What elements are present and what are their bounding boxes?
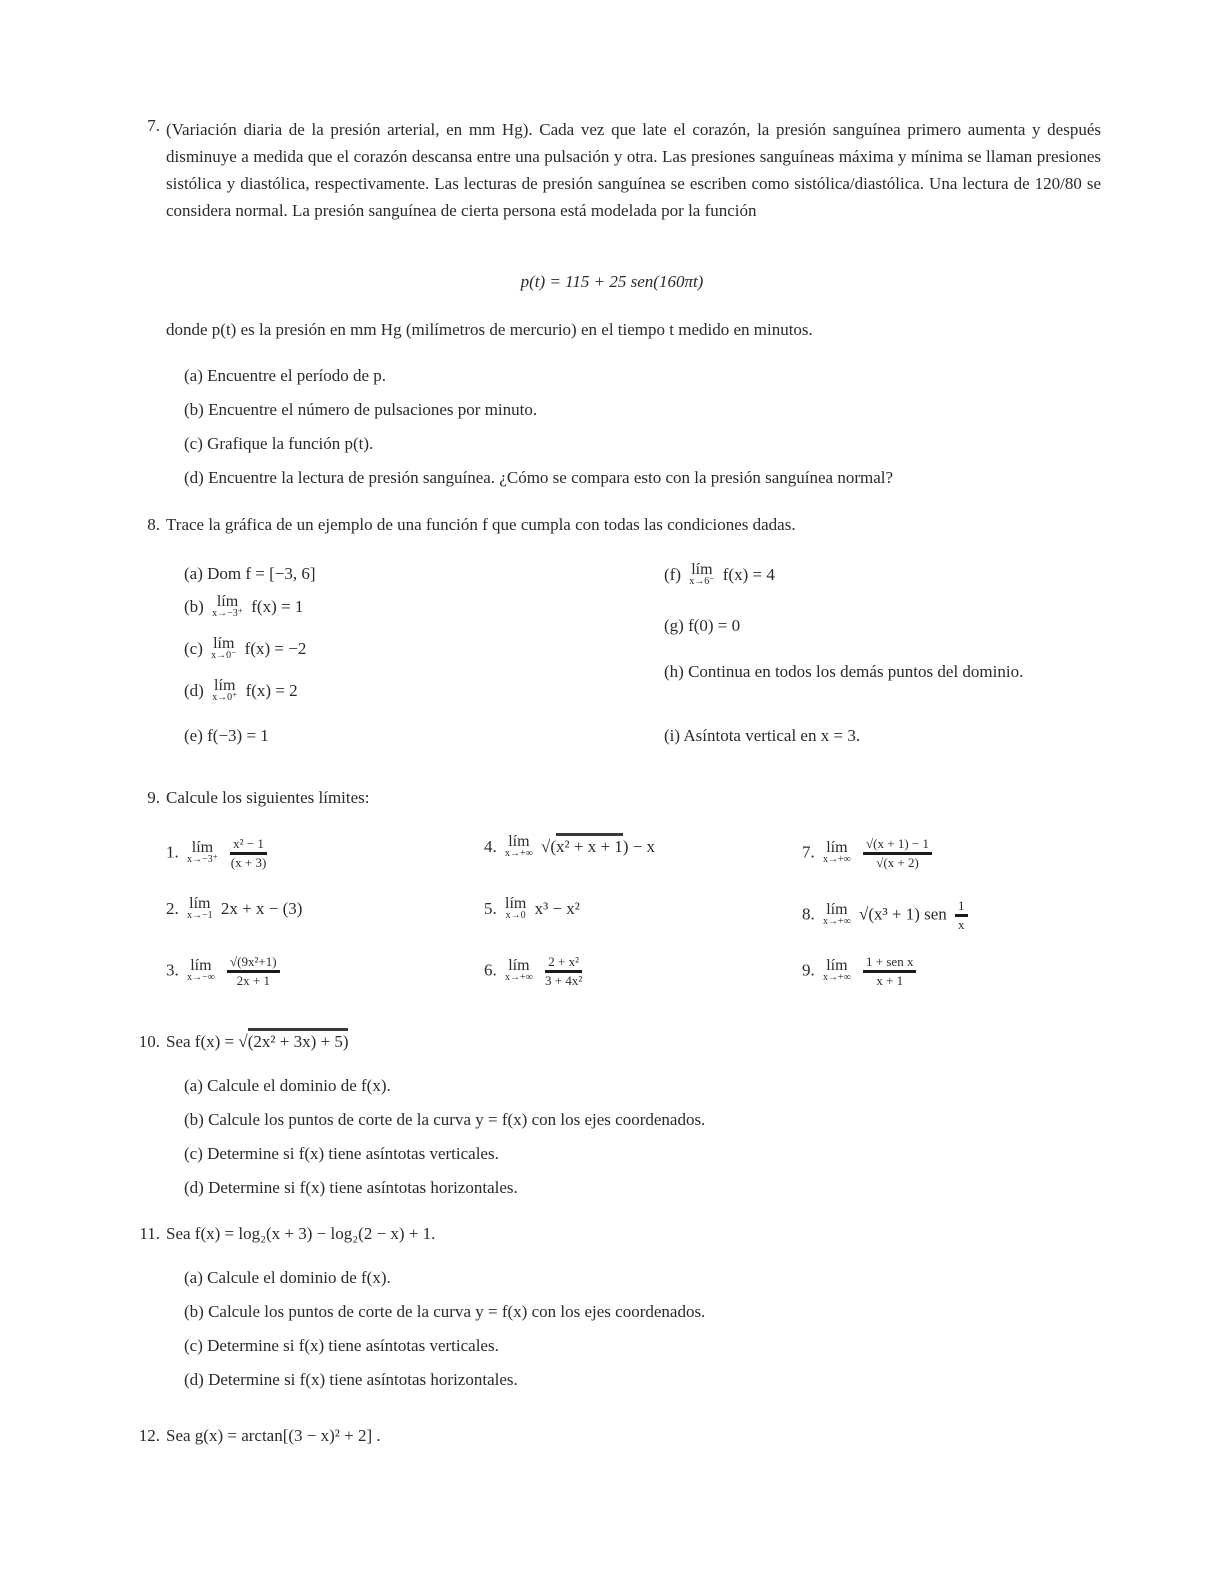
problem-7-item-b: (b) Encuentre el número de pulsaciones por minuto. <box>184 400 538 419</box>
problem-8-item-g: (g) f(0) = 0 <box>664 616 741 635</box>
problem-7-item-a: (a) Encuentre el período de p. <box>184 366 387 385</box>
problem-10-item-d: (d) Determine si f(x) tiene asíntotas horizontales. <box>184 1178 518 1197</box>
problem-11-number: 11. <box>139 1224 160 1243</box>
limit-5: 5. lím x→0 x³ − x² <box>484 895 580 921</box>
problem-8-item-h: (h) Continua en todos los demás puntos del dominio. <box>664 662 1024 681</box>
problem-7-paragraph: (Variación diaria de la presión arterial, en mm Hg). Cada vez que late el corazón, la presión sanguínea primero aumenta y después disminuye a medida que el corazón descansa entre una pulsación y otra. Las presiones sanguíneas máxima y mínima se llaman presiones sistólica y diastólica, respectivamente. Las lecturas de presión sanguínea se escriben como sistólica/diastólica. Una lectura de 120/80 se considera normal. La presión sanguínea de cierta persona está modelada por la función <box>166 120 1101 220</box>
problem-8-item-b: (b) lím x→−3⁺ f(x) = 1 <box>184 593 304 619</box>
limit-operator: lím x→+∞ <box>505 956 533 983</box>
problem-10-text: Sea f(x) = √(2x² + 3x) + 5) <box>166 1032 348 1052</box>
radical: (2x² + 3x) + 5) <box>248 1028 349 1051</box>
fraction: $\frac{\text{x² − 1}}{(x + 3)}$ <box>230 836 267 870</box>
problem-11-item-c: (c) Determine si f(x) tiene asíntotas verticales. <box>184 1336 499 1355</box>
problem-8-text: Trace la gráfica de un ejemplo de una función f que cumpla con todas las condiciones dadas. <box>166 515 796 534</box>
problem-8-item-e: (e) f(−3) = 1 <box>184 726 269 745</box>
problem-10-item-b: (b) Calcule los puntos de corte de la curva y = f(x) con los ejes coordenados. <box>184 1110 706 1129</box>
limit-operator: lím x→−3⁺ <box>187 838 218 865</box>
limit-operator: lím x→−1 <box>187 895 213 921</box>
problem-7-item-d: (d) Encuentre la lectura de presión sanguínea. ¿Cómo se compara esto con la presión sanguínea normal? <box>184 468 894 487</box>
limit-4: 4. lím x→+∞ √(x² + x + 1) − x <box>484 833 656 859</box>
limit-operator: lím x→+∞ <box>505 833 533 859</box>
problem-10-item-a: (a) Calcule el dominio de f(x). <box>184 1076 391 1095</box>
problem-9-text: Calcule los siguientes límites: <box>166 788 370 807</box>
limit-1: 1. lím x→−3⁺ $\frac{\text{x² − 1}}{(x + 3)}$ <box>166 836 267 870</box>
problem-8-item-d: (d) lím x→0⁺ f(x) = 2 <box>184 677 298 703</box>
problem-11-text: Sea f(x) = log₂(x + 3) − log₂(2 − x) + 1. <box>166 1224 436 1243</box>
problem-7-where: donde p(t) es la presión en mm Hg (milímetros de mercurio) en el tiempo t medido en minutos. <box>166 320 813 339</box>
problem-8-item-f: (f) lím x→6⁻ f(x) = 4 <box>664 561 775 587</box>
problem-12-text: Sea g(x) = arctan[(3 − x)² + 2] . <box>166 1426 381 1445</box>
fraction: $\frac{√(x + 1) - 1}{√(x + 2)}$ <box>863 836 932 871</box>
problem-11-item-b: (b) Calcule los puntos de corte de la curva y = f(x) con los ejes coordenados. <box>184 1302 706 1321</box>
limit-operator: lím x→−∞ <box>187 956 215 983</box>
limit-9: 9. lím x→+∞ $\frac{\text{1 + sen x}}{x + 1}$ <box>802 954 916 989</box>
problem-7-item-c: (c) Grafique la función p(t). <box>184 434 374 453</box>
problem-11-item-d: (d) Determine si f(x) tiene asíntotas horizontales. <box>184 1370 518 1389</box>
limit-3: 3. lím x→−∞ $\frac{\text{√(9x²+1)}}{2x + 1}$ <box>166 954 280 989</box>
limit-6: 6. lím x→+∞ $\frac{\text{2 + x²}}{\text{3 + 4x²}}$ <box>484 954 583 988</box>
limit-operator: lím x→−3⁺ <box>212 593 243 619</box>
problem-11-item-a: (a) Calcule el dominio de f(x). <box>184 1268 391 1287</box>
limit-operator: lím x→+∞ <box>823 956 851 983</box>
problem-7-formula: p(t) = 115 + 25 sen(160πt) <box>520 272 704 291</box>
problem-7-number: 7. <box>147 116 160 135</box>
limit-operator: lím x→0⁻ <box>211 635 237 661</box>
problem-8-number: 8. <box>147 515 160 534</box>
fraction: $\frac{1}{x}$ <box>955 898 968 933</box>
limit-operator: lím x→0⁺ <box>212 677 238 703</box>
fraction: $\frac{\text{√(9x²+1)}}{2x + 1}$ <box>227 954 280 989</box>
limit-2: 2. lím x→−1 2x + x − (3) <box>166 895 303 921</box>
limit-operator: lím x→+∞ <box>823 838 851 865</box>
limit-8: 8. lím x→+∞ √(x³ + 1) sen $\frac{1}{x}$ <box>802 898 968 933</box>
problem-8-item-a: (a) Dom f = [−3, 6] <box>184 564 316 583</box>
problem-8-item-c: (c) lím x→0⁻ f(x) = −2 <box>184 635 307 661</box>
problem-9-number: 9. <box>147 788 160 807</box>
limit-7: 7. lím x→+∞ $\frac{√(x + 1) - 1}{√(x + 2)}$ <box>802 836 932 871</box>
limit-operator: lím x→6⁻ <box>689 561 715 587</box>
limit-operator: lím x→+∞ <box>823 900 851 927</box>
radical: x² + x + 1 <box>556 833 623 856</box>
limit-operator: lím x→0 <box>505 895 527 921</box>
fraction: $\frac{\text{1 + sen x}}{x + 1}$ <box>863 954 916 989</box>
problem-10-number: 10. <box>138 1032 160 1051</box>
problem-12-number: 12. <box>138 1426 160 1445</box>
problem-8-item-i: (i) Asíntota vertical en x = 3. <box>664 726 861 745</box>
problem-10-item-c: (c) Determine si f(x) tiene asíntotas verticales. <box>184 1144 499 1163</box>
fraction: $\frac{\text{2 + x²}}{\text{3 + 4x²}}$ <box>545 954 583 988</box>
